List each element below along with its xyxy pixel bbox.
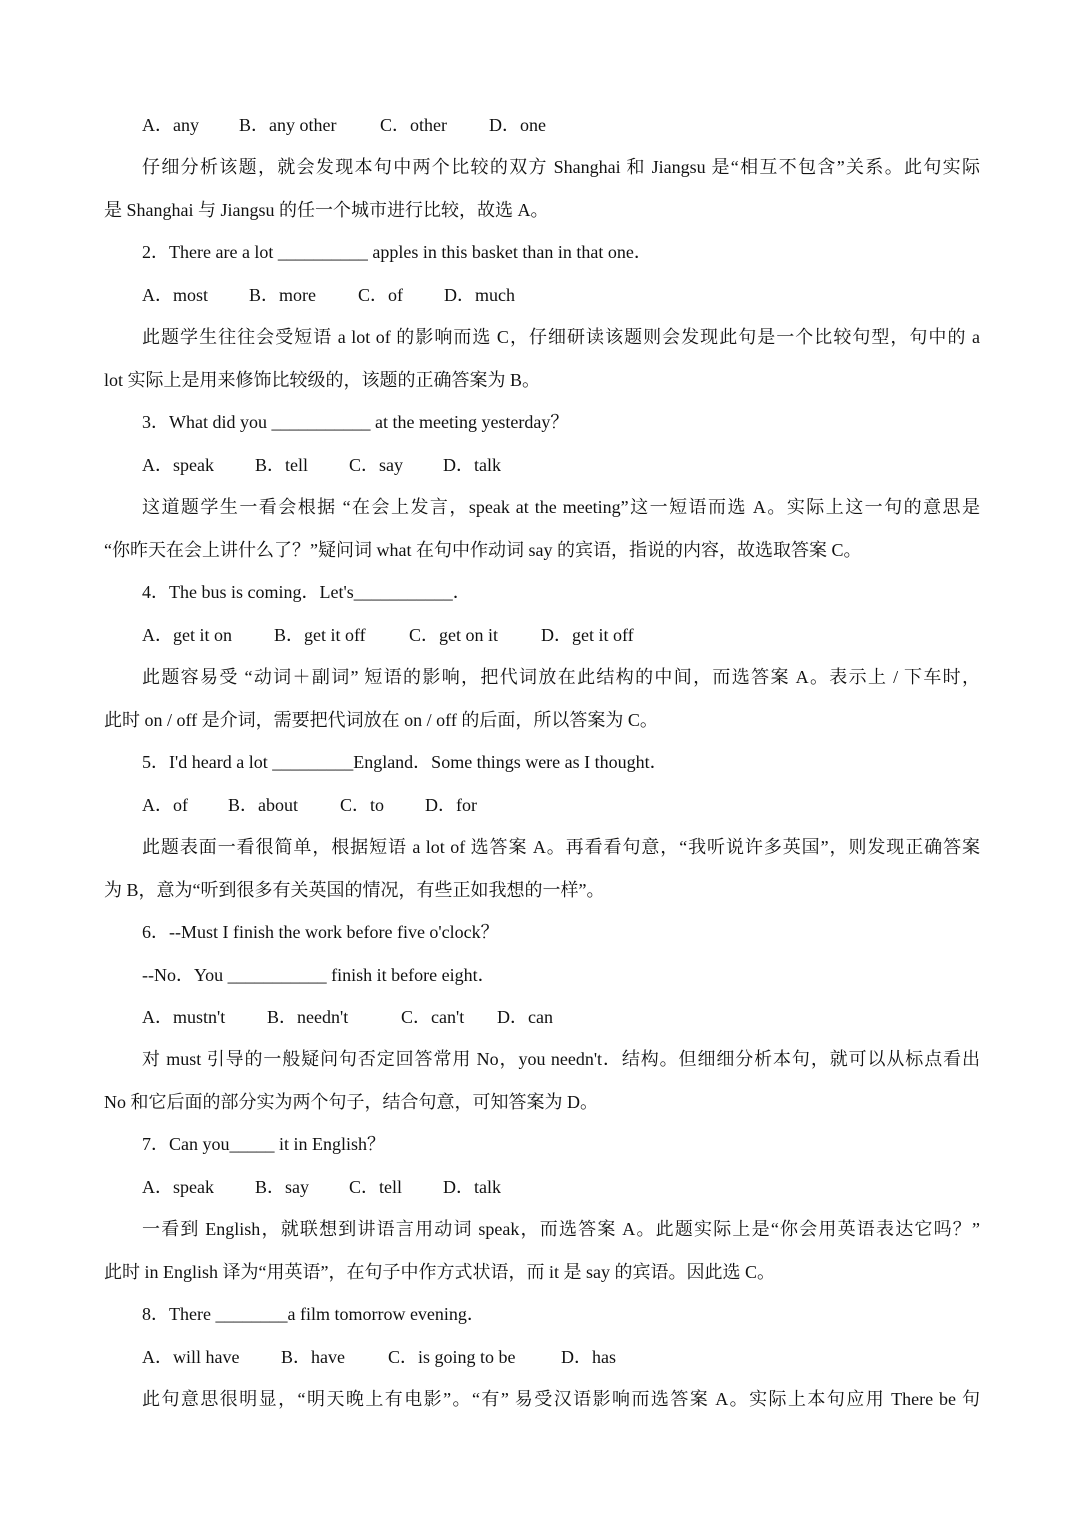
explanation-line: 这道题学生一看会根据 “在会上发言，speak at the meeting”这一短语而选 A。实际上这一句的意思是 — [142, 497, 980, 517]
explanation-line: 此题容易受 “动词＋副词” 短语的影响，把代词放在此结构的中间，而选答案 A。表示上 / 下车时， — [142, 667, 980, 687]
explanation-line: lot 实际上是用来修饰比较级的，该题的正确答案为 B。 — [104, 370, 541, 390]
question-text: 7．Can you_____ it in English？ — [142, 1134, 385, 1154]
option-b: B．say — [255, 1177, 309, 1197]
option-d: D．talk — [443, 1177, 501, 1197]
option-d: D．get it off — [541, 625, 634, 645]
options-row — [142, 793, 980, 817]
explanation-line: 仔细分析该题，就会发现本句中两个比较的双方 Shanghai 和 Jiangsu 是“相互不包含”关系。此句实际 — [142, 157, 980, 177]
option-d: D．one — [489, 115, 546, 135]
option-d: D．for — [425, 795, 477, 815]
explanation-line: 对 must 引导的一般疑问句否定回答常用 No，you needn't．结构。但细细分析本句，就可以从标点看出 — [142, 1049, 980, 1069]
options-row — [142, 113, 980, 137]
explanation-line: “你昨天在会上讲什么了？”疑问词 what 在句中作动词 say 的宾语，指说的内容，故选取答案 C。 — [104, 540, 862, 560]
explanation-line: 此句意思很明显，“明天晚上有电影”。“有” 易受汉语影响而选答案 A。实际上本句应用 There be 句 — [142, 1389, 980, 1409]
explanation-line: 此时 in English 译为“用英语”，在句子中作方式状语，而 it 是 say 的宾语。因此选 C。 — [104, 1262, 775, 1282]
option-b: B．have — [281, 1347, 345, 1367]
option-d: D．much — [444, 285, 515, 305]
options-row — [142, 1005, 980, 1029]
option-a: A．speak — [142, 455, 214, 475]
option-a: A．any — [142, 115, 199, 135]
option-a: A．most — [142, 285, 209, 305]
question-text: 3．What did you ___________ at the meeting yesterday？ — [142, 412, 569, 432]
option-a: A．will have — [142, 1347, 240, 1367]
explanation-line: 一看到 English，就联想到讲语言用动词 speak，而选答案 A。此题实际上是“你会用英语表达它吗？” — [142, 1219, 980, 1239]
option-b: B．get it off — [274, 625, 366, 645]
options-row — [142, 453, 980, 477]
question-text: 6．--Must I finish the work before five o'clock？ — [142, 922, 499, 942]
options-row — [142, 623, 980, 647]
option-c: C．get on it — [409, 625, 498, 645]
option-b: B．about — [228, 795, 298, 815]
options-row — [142, 283, 980, 307]
option-c: C．can't — [401, 1007, 465, 1027]
explanation-line: No 和它后面的部分实为两个句子，结合句意，可知答案为 D。 — [104, 1092, 598, 1112]
option-d: D．talk — [443, 455, 501, 475]
option-b: B．more — [249, 285, 316, 305]
option-d: D．has — [561, 1347, 616, 1367]
explanation-line: 是 Shanghai 与 Jiangsu 的任一个城市进行比较，故选 A。 — [104, 200, 549, 220]
option-c: C．say — [349, 455, 403, 475]
option-c: C．other — [380, 115, 447, 135]
question-text: 2．There are a lot __________ apples in this basket than in that one． — [142, 242, 652, 262]
option-c: C．is going to be — [388, 1347, 516, 1367]
option-d: D．can — [497, 1007, 553, 1027]
option-c: C．of — [358, 285, 403, 305]
explanation-line: 此题表面一看很简单，根据短语 a lot of 选答案 A。再看看句意，“我听说许多英国”，则发现正确答案 — [142, 837, 980, 857]
question-response-text: --No．You ___________ finish it before eight． — [142, 965, 496, 985]
option-a: A．mustn't — [142, 1007, 226, 1027]
option-b: B．tell — [255, 455, 308, 475]
option-a: A．speak — [142, 1177, 214, 1197]
question-text: 5．I'd heard a lot _________England．Some things were as I thought． — [142, 752, 668, 772]
question-text: 4．The bus is coming．Let's___________． — [142, 582, 471, 602]
option-b: B．needn't — [267, 1007, 349, 1027]
explanation-line: 为 B，意为“听到很多有关英国的情况，有些正如我想的一样”。 — [104, 880, 605, 900]
options-row — [142, 1345, 980, 1369]
explanation-line: 此时 on / off 是介词，需要把代词放在 on / off 的后面，所以答案为 C。 — [104, 710, 658, 730]
option-b: B．any other — [239, 115, 337, 135]
option-a: A．of — [142, 795, 188, 815]
option-c: C．tell — [349, 1177, 402, 1197]
option-a: A．get it on — [142, 625, 232, 645]
option-c: C．to — [340, 795, 385, 815]
options-row — [142, 1175, 980, 1199]
explanation-line: 此题学生往往会受短语 a lot of 的影响而选 C，仔细研读该题则会发现此句是一个比较句型，句中的 a — [142, 327, 980, 347]
question-text: 8．There ________a film tomorrow evening． — [142, 1304, 485, 1324]
